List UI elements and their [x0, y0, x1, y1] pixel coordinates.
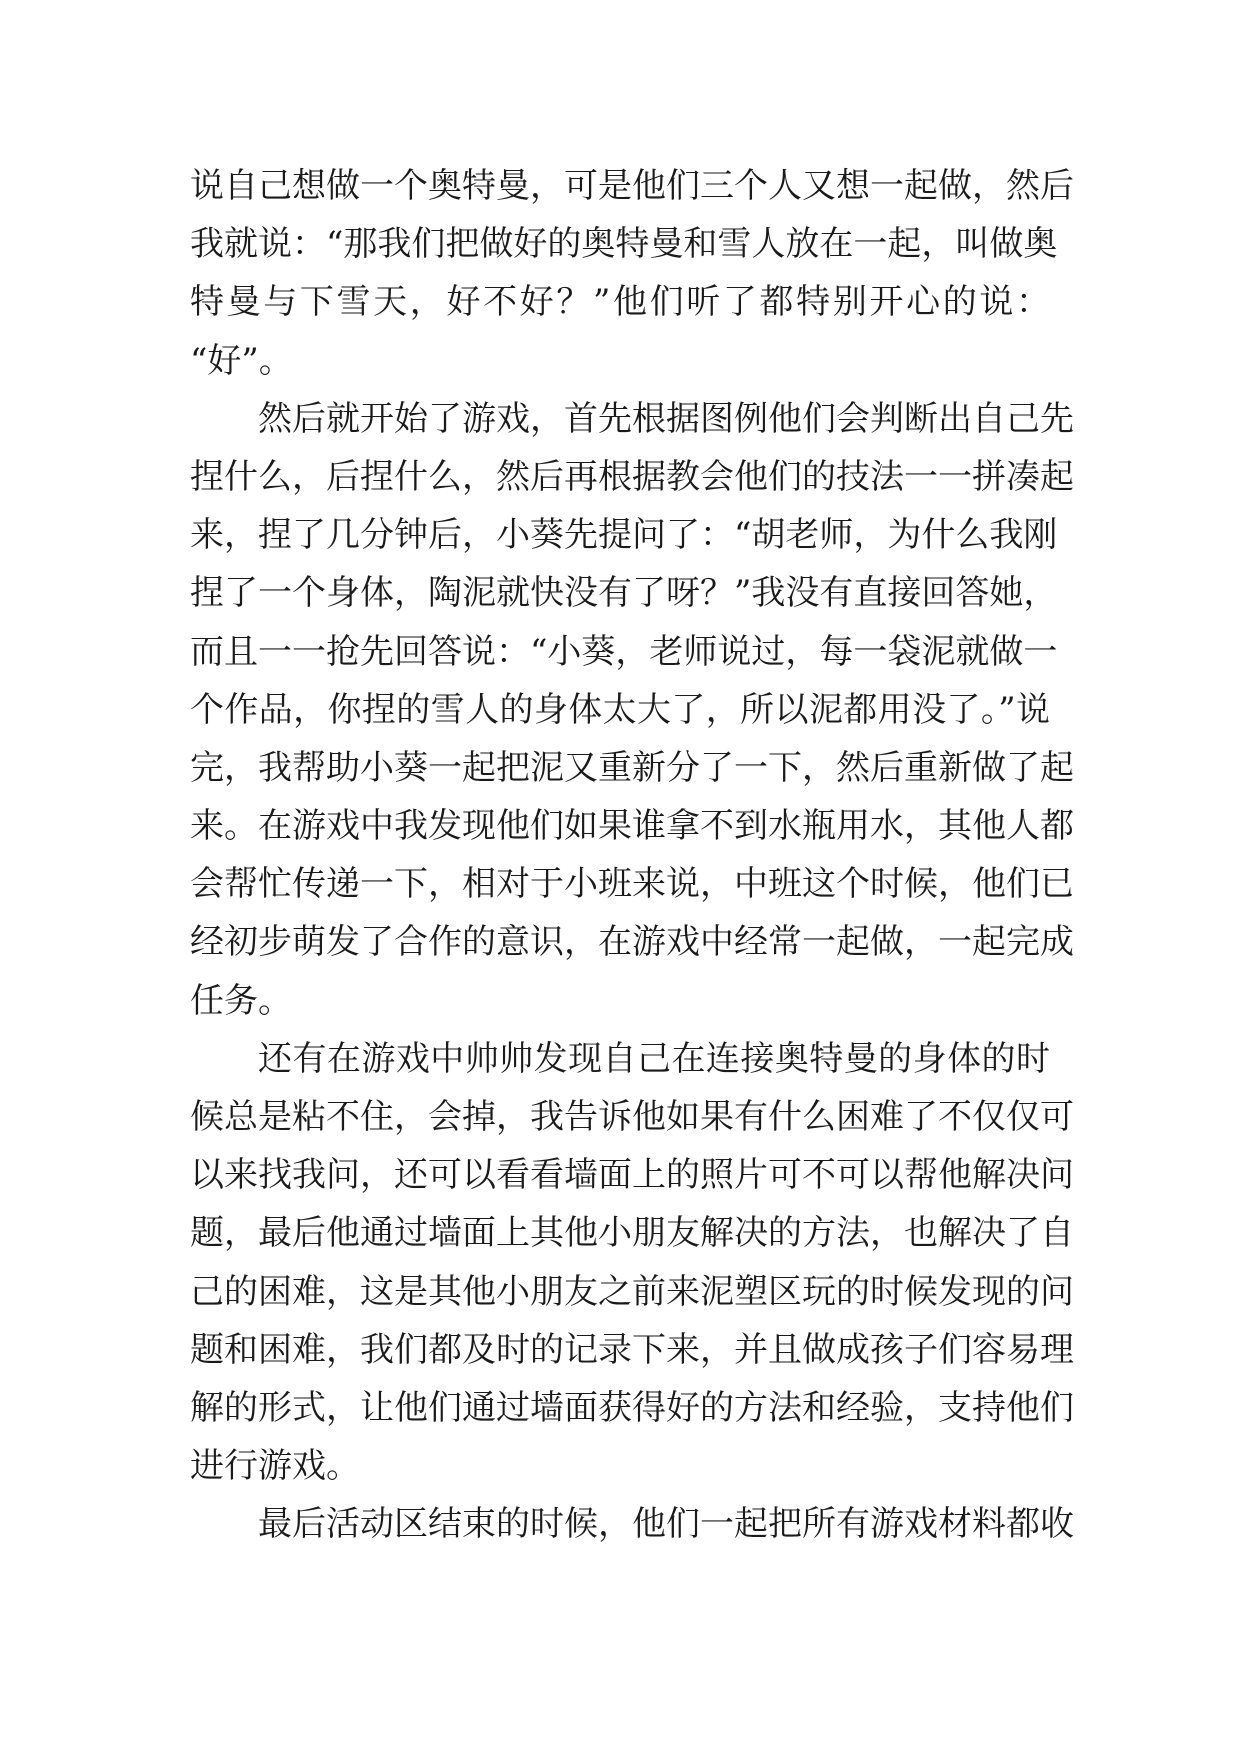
text-line: 个作品，你捏的雪人的身体太大了，所以泥都用没了。”说 [190, 689, 1050, 730]
text-line: 完，我帮助小葵一起把泥又重新分了一下，然后重新做了起 [190, 747, 1074, 788]
text-line: 捏什么，后捏什么，然后再根据教会他们的技法一一拼凑起 [190, 456, 1074, 497]
text-line: 最后活动区结束的时候，他们一起把所有游戏材料都收 [258, 1504, 1074, 1545]
text-line: 题和困难，我们都及时的记录下来，并且做成孩子们容易理 [190, 1329, 1074, 1370]
text-line: 经初步萌发了合作的意识，在游戏中经常一起做，一起完成 [190, 922, 1074, 963]
text-line: 而且一一抢先回答说：“小葵，老师说过，每一袋泥就做一 [190, 631, 1058, 672]
text-line: 进行游戏。 [190, 1446, 360, 1487]
paragraph [190, 1030, 1074, 1496]
text-line: 特曼与下雪天，好不好？”他们听了都特别开心的说： [190, 282, 1050, 323]
text-line: 然后就开始了游戏，首先根据图例他们会判断出自己先 [258, 398, 1074, 439]
text-line: 还有在游戏中帅帅发现自己在连接奥特曼的身体的时 [258, 1038, 1050, 1079]
paragraph [190, 390, 1074, 1030]
text-line: 候总是粘不住，会掉，我告诉他如果有什么困难了不仅仅可 [190, 1097, 1074, 1137]
text-line: 会帮忙传递一下，相对于小班来说，中班这个时候，他们已 [190, 864, 1074, 905]
text-line: 以来找我问，还可以看看墙面上的照片可不可以帮他解决问 [190, 1155, 1074, 1196]
text-line: 解的形式，让他们通过墙面获得好的方法和经验，支持他们 [190, 1387, 1074, 1428]
text-line: 任务。 [190, 980, 292, 1021]
text-line: 来，捏了几分钟后，小葵先提问了：“胡老师，为什么我刚 [190, 515, 1058, 556]
text-line: 捏了一个身体，陶泥就快没有了呀？”我没有直接回答她， [190, 573, 1058, 614]
text-line: 说自己想做一个奥特曼，可是他们三个人又想一起做，然后 [190, 166, 1074, 206]
text-line: 来。在游戏中我发现他们如果谁拿不到水瓶用水，其他人都 [190, 806, 1074, 847]
paragraph [190, 157, 1074, 390]
paragraph [190, 1495, 1074, 1553]
text-line: 题，最后他通过墙面上其他小朋友解决的方法，也解决了自 [190, 1213, 1074, 1254]
document-body [190, 157, 1074, 1554]
text-line: 己的困难，这是其他小朋友之前来泥塑区玩的时候发现的问 [190, 1271, 1074, 1312]
text-line: 我就说：“那我们把做好的奥特曼和雪人放在一起，叫做奥 [190, 224, 1058, 265]
text-line: “好”。 [190, 340, 293, 381]
